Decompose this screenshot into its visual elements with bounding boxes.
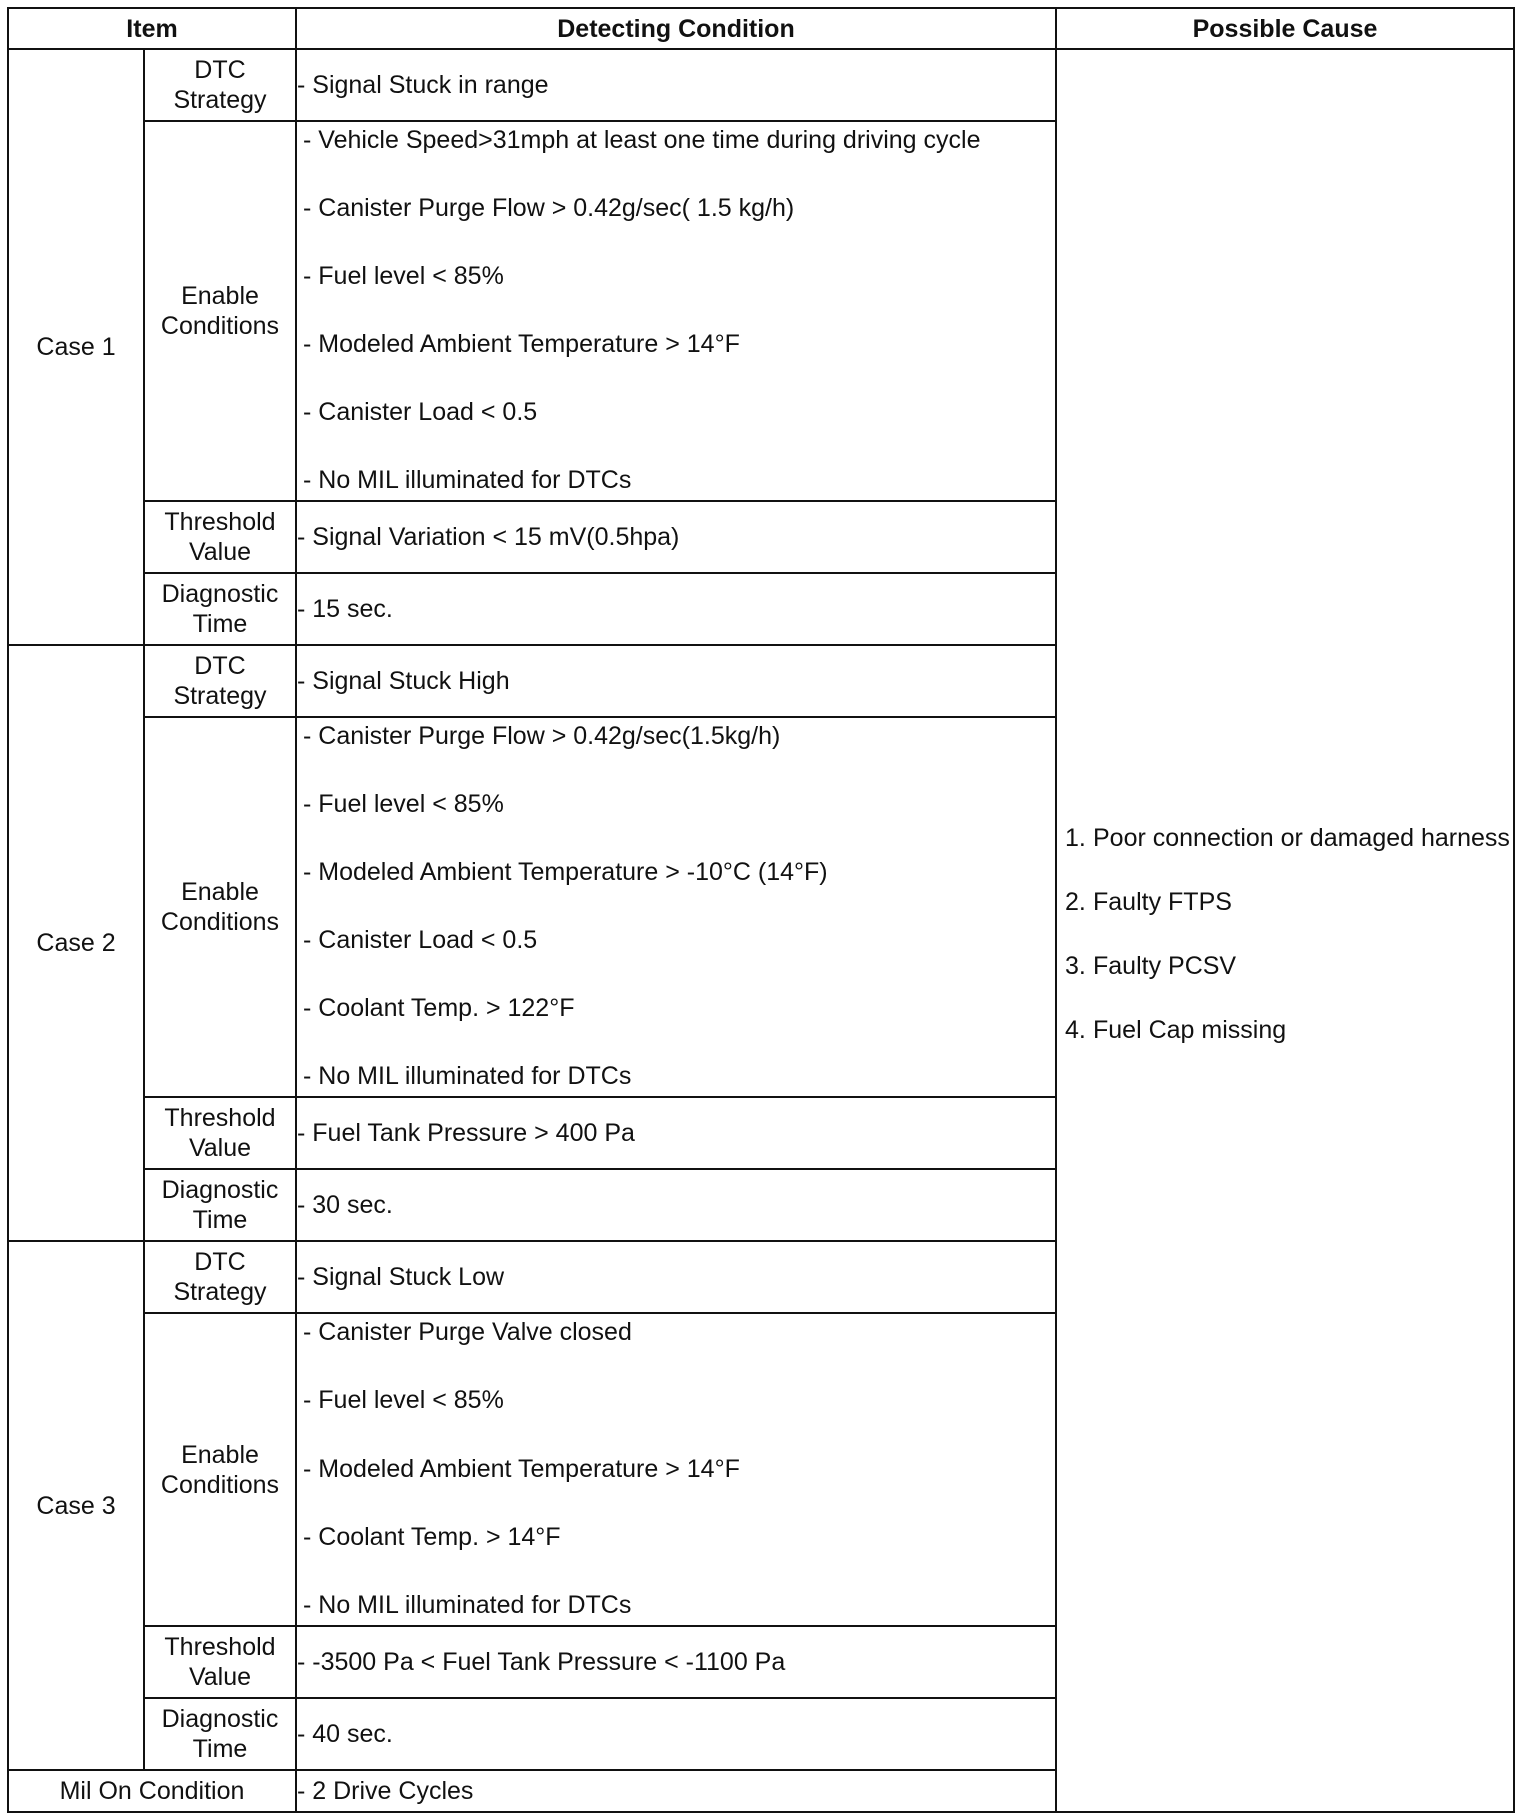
diagnostic-time-value: - 40 sec. xyxy=(296,1698,1056,1770)
label-line: Time xyxy=(192,610,248,638)
condition-item: - Canister Purge Flow > 0.42g/sec(1.5kg/h) xyxy=(303,722,781,750)
label-line: Enable xyxy=(181,878,259,906)
threshold-value-label xyxy=(144,1097,296,1169)
list-item xyxy=(1065,887,1513,917)
label-line: Enable xyxy=(181,282,259,310)
header-item: Item xyxy=(8,8,296,49)
label-line: Threshold xyxy=(164,1104,276,1132)
condition-item: - Coolant Temp. > 14°F xyxy=(303,1522,561,1551)
threshold-value: - Signal Variation < 15 mV(0.5hpa) xyxy=(296,501,1056,573)
label-line: Time xyxy=(192,1206,248,1234)
condition-item: - Canister Load < 0.5 xyxy=(303,398,538,426)
case-label: Case 2 xyxy=(8,645,144,1241)
label-line: Conditions xyxy=(160,312,280,340)
label-line: Strategy xyxy=(173,1278,267,1306)
cause-number: 4. xyxy=(1065,1015,1086,1044)
condition-item: - Canister Purge Flow > 0.42g/sec( 1.5 kg/h) xyxy=(303,194,795,222)
diagnostic-time-label xyxy=(144,1169,296,1241)
condition-item: - Canister Purge Valve closed xyxy=(303,1318,632,1346)
label-line: DTC xyxy=(194,56,246,84)
threshold-value-label xyxy=(144,1626,296,1698)
enable-conditions-label xyxy=(144,717,296,1097)
condition-item: - Vehicle Speed>31mph at least one time during driving cycle xyxy=(303,126,981,154)
condition-item: - Modeled Ambient Temperature > -10°C (14°F) xyxy=(303,858,828,886)
conditions-list xyxy=(297,125,1055,497)
list-item xyxy=(1065,951,1513,981)
cause-number: 2. xyxy=(1065,887,1086,916)
label-line: Threshold xyxy=(164,508,276,536)
label-line: Strategy xyxy=(173,86,267,114)
cause-text: Faulty PCSV xyxy=(1093,951,1237,980)
label-line: Value xyxy=(188,538,252,566)
enable-conditions-label xyxy=(144,121,296,501)
condition-item: - Fuel level < 85% xyxy=(303,1386,504,1415)
diagnostic-time-value: - 30 sec. xyxy=(296,1169,1056,1241)
label-line: Diagnostic xyxy=(161,580,279,608)
condition-item: - No MIL illuminated for DTCs xyxy=(303,466,632,494)
mil-on-condition-value: - 2 Drive Cycles xyxy=(296,1770,1056,1812)
label-line: Threshold xyxy=(164,1633,276,1661)
threshold-value: - -3500 Pa < Fuel Tank Pressure < -1100 Pa xyxy=(296,1626,1056,1698)
dtc-table xyxy=(7,7,1515,1813)
condition-item: - No MIL illuminated for DTCs xyxy=(303,1062,632,1090)
table-row xyxy=(8,49,1514,121)
threshold-value: - Fuel Tank Pressure > 400 Pa xyxy=(296,1097,1056,1169)
header-detecting-condition: Detecting Condition xyxy=(296,8,1056,49)
label-line: Strategy xyxy=(173,682,267,710)
dtc-strategy-value: - Signal Stuck in range xyxy=(296,49,1056,121)
header-row xyxy=(8,8,1514,49)
mil-on-condition-label: Mil On Condition xyxy=(8,1770,296,1812)
conditions-list xyxy=(297,721,1055,1093)
enable-conditions-value xyxy=(296,717,1056,1097)
dtc-strategy-label xyxy=(144,49,296,121)
condition-item: - Fuel level < 85% xyxy=(303,790,504,818)
enable-conditions-label xyxy=(144,1313,296,1626)
condition-item: - No MIL illuminated for DTCs xyxy=(303,1591,632,1619)
cause-text: Fuel Cap missing xyxy=(1093,1015,1287,1044)
cause-text: Faulty FTPS xyxy=(1093,887,1232,916)
label-line: Diagnostic xyxy=(161,1705,279,1733)
header-possible-cause: Possible Cause xyxy=(1056,8,1514,49)
case-label: Case 1 xyxy=(8,49,144,645)
threshold-value-label xyxy=(144,501,296,573)
diagnostic-time-value: - 15 sec. xyxy=(296,573,1056,645)
dtc-strategy-value: - Signal Stuck High xyxy=(296,645,1056,717)
condition-item: - Modeled Ambient Temperature > 14°F xyxy=(303,330,740,358)
cause-text: Poor connection or damaged harness xyxy=(1093,823,1510,852)
case-label: Case 3 xyxy=(8,1241,144,1770)
enable-conditions-value xyxy=(296,1313,1056,1626)
list-item xyxy=(1065,823,1513,853)
diagnostic-time-label xyxy=(144,573,296,645)
dtc-strategy-label xyxy=(144,1241,296,1313)
label-line: Diagnostic xyxy=(161,1176,279,1204)
label-line: Enable xyxy=(181,1440,259,1469)
cause-number: 3. xyxy=(1065,951,1086,980)
label-line: Conditions xyxy=(160,908,280,936)
label-line: DTC xyxy=(194,652,246,680)
possible-cause-cell xyxy=(1056,49,1514,1812)
label-line: Value xyxy=(188,1663,252,1691)
dtc-strategy-label xyxy=(144,645,296,717)
conditions-list xyxy=(297,1317,1055,1622)
label-line: Time xyxy=(192,1735,248,1763)
condition-item: - Fuel level < 85% xyxy=(303,262,504,290)
label-line: Value xyxy=(188,1134,252,1162)
condition-item: - Coolant Temp. > 122°F xyxy=(303,994,575,1022)
enable-conditions-value xyxy=(296,121,1056,501)
condition-item: - Modeled Ambient Temperature > 14°F xyxy=(303,1454,740,1483)
label-line: Conditions xyxy=(160,1470,280,1499)
dtc-strategy-value: - Signal Stuck Low xyxy=(296,1241,1056,1313)
list-item xyxy=(1065,1015,1513,1045)
label-line: DTC xyxy=(194,1248,246,1276)
cause-number: 1. xyxy=(1065,823,1086,852)
condition-item: - Canister Load < 0.5 xyxy=(303,926,538,954)
diagnostic-time-label xyxy=(144,1698,296,1770)
possible-cause-list xyxy=(1065,823,1513,1045)
